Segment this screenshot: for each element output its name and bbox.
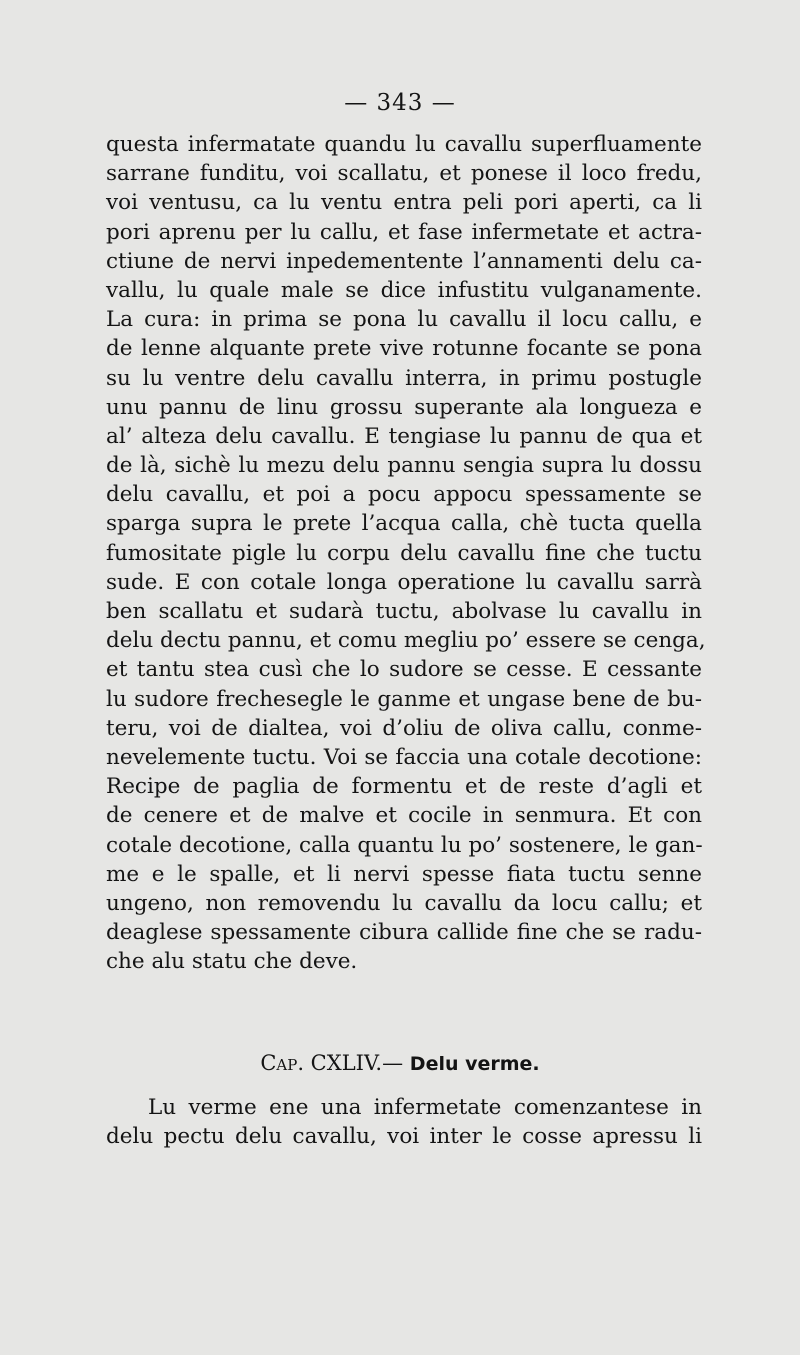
text-line: voi ventusu, ca lu ventu entra peli pori aperti, ca li [106,190,702,216]
text-line: lu sudore frechesegle le ganme et ungase bene de bu- [106,686,702,712]
text-line: ungeno, non removendu lu cavallu da locu callu; et [106,890,702,916]
text-line: su lu ventre delu cavallu interra, in primu postugle [106,365,702,391]
paragraph-1 [106,130,706,976]
chapter-heading [0,1051,800,1075]
text-line: al’ alteza delu cavallu. E tengiase lu pannu de qua et [106,423,702,449]
text-line: sparga supra le prete l’acqua calla, chè tucta quella [106,511,702,537]
text-line: delu pectu delu cavallu, voi inter le cosse apressu li [106,1124,702,1150]
text-line: teru, voi de dialtea, voi d’oliu de oliva callu, conme- [106,715,702,741]
text-line: et tantu stea cusì che lo sudore se cesse. E cessante [106,657,702,683]
text-line: nevelemente tuctu. Voi se faccia una cotale decotione: [106,744,702,770]
text-line: pori aprenu per lu callu, et fase infermetate et actra- [106,219,702,245]
text-line: deaglese spessamente cibura callide fine che se radu- [106,920,702,946]
text-line: delu cavallu, et poi a pocu appocu spessamente se [106,482,702,508]
text-line: questa infermatate quandu lu cavallu superfluamente [106,132,702,157]
text-line: fumositate pigle lu corpu delu cavallu fine che tuctu [106,540,702,566]
text-line: Recipe de paglia de formentu et de reste d’agli et [106,774,702,800]
text-line: unu pannu de linu grossu superante ala longueza e [106,394,702,420]
text-line: sude. E con cotale longa operatione lu cavallu sarrà [106,569,702,595]
page-number: — 343 — [344,90,456,116]
text-line: ctiune de nervi inpedementente l’annamenti delu ca- [106,248,702,274]
chapter-number: Cap. CXLIV.— [260,1051,404,1075]
text-line: cotale decotione, calla quantu lu po’ sostenere, le gan- [106,832,703,858]
text-line: La cura: in prima se pona lu cavallu il locu callu, e [106,307,702,333]
text-line: che alu statu che deve. [106,949,358,975]
text-line: de là, sichè lu mezu delu pannu sengia supra lu dossu [106,453,702,479]
text-line: de cenere et de malve et cocile in senmura. Et con [106,803,702,829]
text-line: delu dectu pannu, et comu megliu po’ essere se cenga, [106,628,706,654]
paragraph-2 [106,1093,702,1151]
chapter-title: Delu verme. [409,1053,540,1075]
text-line: sarrane funditu, voi scallatu, et ponese il loco fredu, [106,161,702,187]
text-line: me e le spalle, et li nervi spesse fiata tuctu senne [106,861,702,887]
text-line: ben scallatu et sudarà tuctu, abolvase lu cavallu in [106,599,702,624]
text-line: Lu verme ene una infermetate comenzantese in [148,1095,702,1120]
text-line: de lenne alquante prete vive rotunne focante se pona [106,336,702,362]
text-line: vallu, lu quale male se dice infustitu vulganamente. [106,277,702,303]
